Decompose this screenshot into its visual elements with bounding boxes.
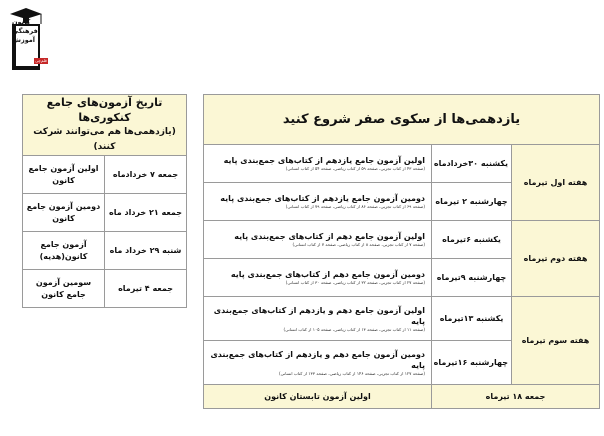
exam-cell [204,145,432,183]
exam-cell [204,221,432,259]
exam-date: یکشنبه ۶تیرماه [432,221,512,259]
exam-note: (صفحه ۷ از کتاب تجربی، صفحه ۸ از کتاب ریاضی، صفحه ۷ از کتاب انسانی) [292,242,426,247]
exam-date: چهارشنبه ۲ تیرماه [432,183,512,221]
exam-note: (صفحه ۱۱ از کتاب تجربی، صفحه ۱۳ از کتاب ریاضی، صفحه ۱۰۵ از کتاب انسانی) [283,326,426,332]
exam-note: (صفحه ۴۳ از کتاب تجربی، صفحه ۵۹ از کتاب ریاضی، صفحه ۵۴ از کتاب انسانی) [285,166,426,171]
exam-title: اولین آزمون جامع یازدهم از کتاب‌های جمع‌بندی پایه [223,156,426,165]
exam-title: اولین آزمون جامع دهم و یازدهم از کتاب‌های جمع‌بندی پایه [213,305,426,326]
konkur-header [23,95,187,156]
logo-line-2: فرهنگی [12,27,38,35]
exam-cell [204,297,432,341]
exam-title: دومین آزمون جامع یازدهم از کتاب‌های جمع‌بندی پایه [220,194,426,203]
konkur-exam: اولین آزمون جامع کانون [23,156,105,194]
exam-date: چهارشنبه ۱۶تیرماه [432,341,512,385]
konkur-date: جمعه ۴ تیرماه [105,270,187,308]
summer-exam-date: جمعه ۱۸ تیرماه [432,385,600,409]
exam-date: یکشنبه ۱۳تیرماه [432,297,512,341]
exam-title: دومین آزمون جامع دهم و یازدهم از کتاب‌های جمع‌بندی پایه [210,349,426,370]
exam-title: دومین آزمون جامع دهم از کتاب‌های جمع‌بندی پایه [230,270,426,279]
exam-cell [204,183,432,221]
week-3-label: هفته سوم تیرماه [512,297,600,385]
exam-note: (صفحه ۲۷ از کتاب تجربی، صفحه ۳۲ از کتاب ریاضی، صفحه ۳۰ از کتاب انسانی) [285,280,426,285]
konkur-date: جمعه ۲۱ خرداد ماه [105,194,187,232]
logo-tag: قلم‌چی [35,58,47,63]
exam-title: اولین آزمون جامع دهم از کتاب‌های جمع‌بندی پایه [234,232,426,241]
summer-exam-title: اولین آزمون تابستان کانون [204,385,432,409]
konkur-exam: آزمون جامع کانون(هدیه) [23,232,105,270]
konkur-exam: دومین آزمون جامع کانون [23,194,105,232]
exam-note: (صفحه ۱۲۷ از کتاب تجربی، صفحه ۱۴۶ از کتاب ریاضی، صفحه ۱۳۳ از کتاب انسانی) [278,370,426,376]
konkur-title: تاریخ آزمون‌های جامع کنکوری‌ها [46,96,163,124]
konkur-exams-table [22,94,187,308]
konkur-date: شنبه ۲۹ خرداد ماه [105,232,187,270]
konkur-exam: سومین آزمون جامع کانون [23,270,105,308]
eleventh-grade-schedule-table [203,94,600,409]
exam-note: (صفحه ۶۹ از کتاب تجربی، صفحه ۸۶ از کتاب ریاضی، صفحه ۷۹ از کتاب انسانی) [285,204,426,209]
exam-date: یکشنبه ۳۰خردادماه [432,145,512,183]
exam-date: چهارشنبه ۹تیرماه [432,259,512,297]
week-2-label: هفته دوم تیرماه [512,221,600,297]
week-1-label: هفته اول تیرماه [512,145,600,221]
exam-cell [204,341,432,385]
exam-cell [204,259,432,297]
konkur-date: جمعه ۷ خردادماه [105,156,187,194]
logo-line-1: کانون [12,18,31,26]
konkur-subtitle: (یازدهمی‌ها هم می‌توانند شرکت کنند) [33,127,176,152]
schedule-title: یازدهمی‌ها از سکوی صفر شروع کنید [204,95,600,145]
logo-line-3: آموزش [12,36,36,44]
